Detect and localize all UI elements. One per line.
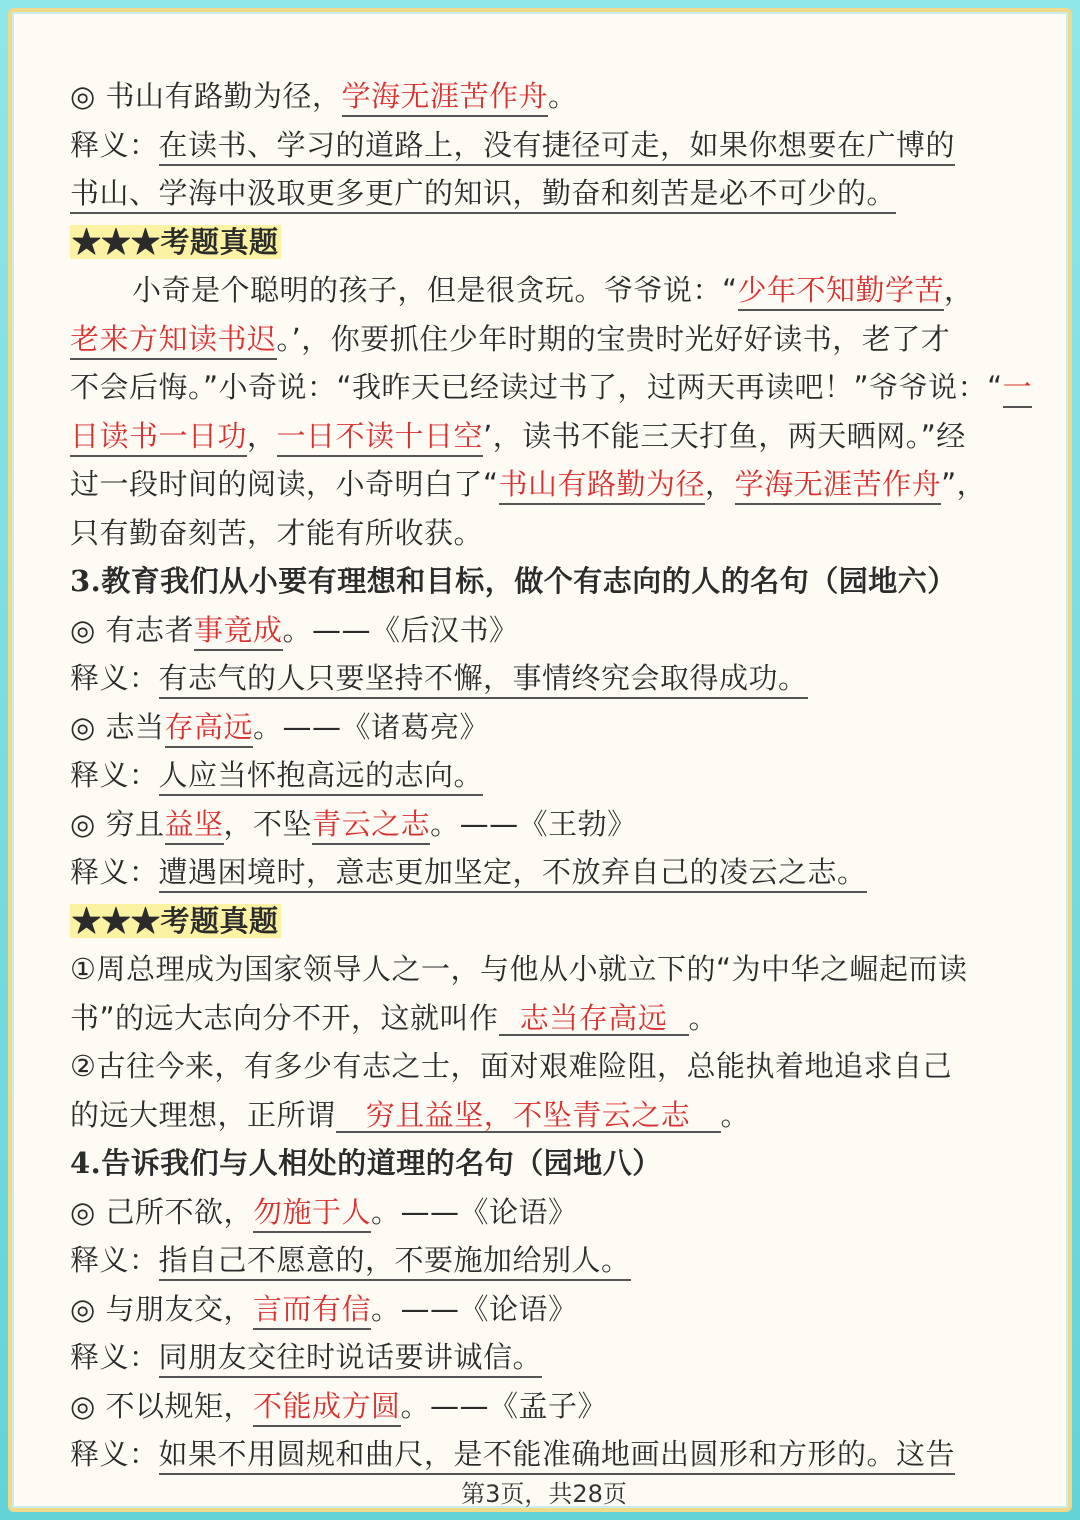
- quote-text: ，不坠: [223, 806, 313, 841]
- page-number: 第3页，共28页: [461, 1480, 627, 1508]
- explanation-label: 释义：: [70, 758, 159, 792]
- explanation-label: 释义：: [70, 855, 159, 889]
- quote-text: 。——《论语》: [371, 1194, 578, 1229]
- quote-text: 。——《论语》: [371, 1291, 578, 1326]
- question-line: ②古往今来，有多少有志之士，面对艰难险阻，总能执着地追求自己: [70, 1049, 952, 1083]
- answer-text: 存高远: [165, 710, 254, 748]
- question-line: [70, 994, 1036, 1043]
- quote-text: ◎ 志当: [70, 709, 165, 744]
- question-line: ①周总理成为国家领导人之一，与他从小就立下的“为中华之崛起而读: [70, 952, 968, 986]
- explanation-label: 释义：: [70, 661, 159, 695]
- quote-line: [70, 703, 1036, 752]
- answer-text: 不能成方圆: [253, 1389, 401, 1427]
- quote-text: ◎ 有志者: [70, 612, 195, 647]
- passage-line: [70, 266, 1036, 315]
- passage-text: 小奇是个聪明的孩子，但是很贪玩。爷爷说：“: [132, 273, 738, 307]
- passage-text: 不会后悔。”小奇说：“我昨天已经读过书了，过两天再读吧！”爷爷说：“: [70, 370, 1003, 404]
- explanation-label: 释义：: [70, 1243, 159, 1277]
- passage-text: ”，: [941, 467, 987, 501]
- explanation-text: 有志气的人只要坚持不懈，事情终究会取得成功。: [159, 661, 808, 699]
- explanation-line: [70, 169, 1036, 218]
- passage-line: [70, 509, 1036, 558]
- answer-blank: 穷且益坚，不坠青云之志: [336, 1099, 721, 1133]
- answer-text: 勿施于人: [253, 1195, 371, 1233]
- quote-line: [70, 606, 1036, 655]
- passage-line: [70, 412, 1036, 461]
- explanation-line: [70, 1430, 1036, 1479]
- explanation-text: 指自己不愿意的，不要施加给别人。: [159, 1243, 631, 1281]
- question-text: 书”的远大志向分不开，这就叫作: [70, 1000, 499, 1035]
- quote-text: ◎ 与朋友交，: [70, 1291, 254, 1326]
- answer-text: 一日不读十日空: [277, 419, 484, 457]
- passage-text: ，: [944, 273, 974, 307]
- page-frame: [8, 8, 1072, 1512]
- explanation-label: 释义：: [70, 1437, 159, 1471]
- passage-line: [70, 315, 1036, 364]
- exam-heading: [70, 897, 1036, 946]
- question-text: 的远大理想，正所谓: [70, 1097, 336, 1132]
- quote-line: [70, 1285, 1036, 1334]
- section-heading: 4.告诉我们与人相处的道理的名句（园地八）: [70, 1146, 662, 1180]
- explanation-label: 释义：: [70, 127, 159, 162]
- quote-text: 。——《后汉书》: [282, 612, 519, 647]
- page-content: [70, 72, 1036, 1479]
- answer-text: 少年不知勤学苦: [738, 273, 945, 311]
- passage-line: [70, 363, 1036, 412]
- answer-text: 书山有路勤为径: [499, 467, 706, 505]
- explanation-line: [70, 654, 1036, 703]
- passage-line: [70, 460, 1036, 509]
- exam-heading: [70, 218, 1036, 267]
- quote-text: ◎ 书山有路勤为径，: [70, 79, 342, 113]
- answer-text: 日读书一日功: [70, 419, 247, 457]
- exam-heading-text: ★★★考题真题: [72, 224, 279, 259]
- question-text: 。: [720, 1097, 751, 1132]
- explanation-line: [70, 1333, 1036, 1382]
- explanation-text: 书山、学海中汲取更多更广的知识，勤奋和刻苦是必不可少的。: [70, 176, 896, 214]
- quote-text: ◎ 穷且: [70, 806, 165, 841]
- question-text: 。: [688, 1000, 719, 1035]
- quote-text: 。——《王勃》: [430, 806, 637, 841]
- section-heading: 3.教育我们从小要有理想和目标，做个有志向的人的名句（园地六）: [70, 564, 957, 598]
- quote-text: 。: [548, 79, 578, 113]
- answer-text: 益坚: [165, 807, 224, 845]
- quote-text: 。——《孟子》: [400, 1388, 608, 1423]
- question-line: [70, 1091, 1036, 1140]
- explanation-text: 如果不用圆规和曲尺，是不能准确地画出圆形和方形的。这告: [159, 1437, 956, 1475]
- exam-heading-text: ★★★考题真题: [72, 903, 279, 938]
- answer-blank: 志当存高远: [499, 1002, 689, 1036]
- answer-text: 学海无涯苦作舟: [342, 79, 549, 117]
- passage-text: 。’，你要抓住少年时期的宝贵时光好好读书，老了才: [276, 321, 951, 356]
- explanation-line: [70, 1236, 1036, 1285]
- explanation-text: 同朋友交往时说话要讲诚信。: [159, 1340, 543, 1378]
- explanation-line: [70, 848, 1036, 897]
- explanation-text: 在读书、学习的道路上，没有捷径可走，如果你想要在广博的: [159, 128, 956, 166]
- quote-text: 。——《诸葛亮》: [253, 709, 490, 744]
- quote-line: [70, 1382, 1036, 1431]
- explanation-line: [70, 751, 1036, 800]
- explanation-text: 遭遇困境时，意志更加坚定，不放弃自己的凌云之志。: [159, 855, 867, 893]
- answer-text: 老来方知读书迟: [70, 322, 277, 360]
- quote-line: [70, 72, 1036, 121]
- passage-text: 过一段时间的阅读，小奇明白了“: [70, 467, 499, 501]
- explanation-line: [70, 121, 1036, 170]
- answer-text: 事竟成: [194, 613, 283, 651]
- answer-text: 言而有信: [253, 1292, 371, 1330]
- answer-text: 青云之志: [312, 807, 430, 845]
- answer-text: 一: [1003, 370, 1033, 408]
- explanation-label: 释义：: [70, 1340, 159, 1374]
- passage-text: ’，读书不能三天打鱼，两天晒网。”经: [483, 418, 966, 453]
- quote-line: [70, 800, 1036, 849]
- passage-text: ，: [705, 467, 735, 501]
- quote-text: ◎ 不以规矩，: [70, 1388, 254, 1423]
- passage-text: ，: [247, 418, 277, 453]
- answer-text: 学海无涯苦作舟: [735, 467, 942, 505]
- quote-line: [70, 1188, 1036, 1237]
- explanation-text: 人应当怀抱高远的志向。: [159, 758, 484, 796]
- passage-text: 只有勤奋刻苦，才能有所收获。: [70, 515, 484, 550]
- quote-text: ◎ 己所不欲，: [70, 1194, 254, 1229]
